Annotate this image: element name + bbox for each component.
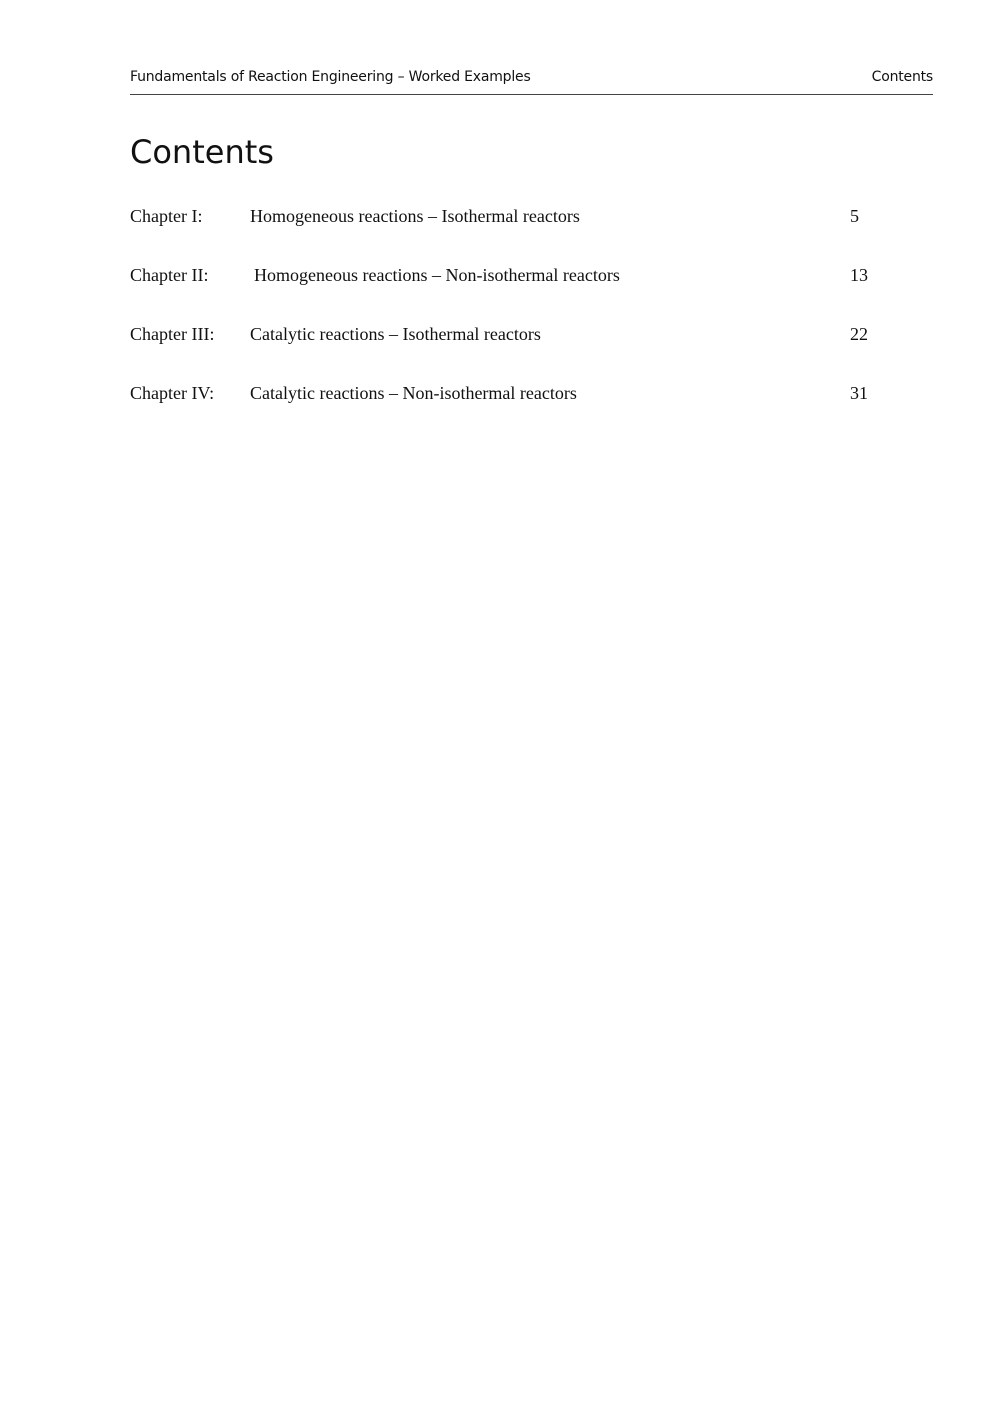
- page-title: Contents: [130, 133, 274, 171]
- chapter-title[interactable]: Homogeneous reactions – Non-isothermal reactors: [254, 265, 620, 285]
- chapter-title[interactable]: Homogeneous reactions – Isothermal reactors: [250, 206, 580, 226]
- page-number: 5: [850, 206, 859, 226]
- toc-entry-chapter-2[interactable]: [130, 263, 890, 287]
- chapter-label: Chapter IV:: [130, 383, 215, 403]
- running-header: [130, 68, 933, 95]
- toc-entry-chapter-3[interactable]: [130, 322, 890, 346]
- section-name: Contents: [871, 69, 933, 85]
- page-number: 22: [850, 324, 868, 344]
- chapter-label: Chapter I:: [130, 206, 203, 226]
- page-number: 13: [850, 265, 868, 285]
- chapter-title[interactable]: Catalytic reactions – Non-isothermal reactors: [250, 383, 577, 403]
- book-title: Fundamentals of Reaction Engineering – Worked Examples: [130, 69, 531, 85]
- chapter-title[interactable]: Catalytic reactions – Isothermal reactors: [250, 324, 541, 344]
- chapter-label: Chapter III:: [130, 324, 215, 344]
- toc-entry-chapter-4[interactable]: [130, 381, 890, 405]
- toc-entry-chapter-1[interactable]: [130, 204, 890, 228]
- chapter-label: Chapter II:: [130, 265, 209, 285]
- page-number: 31: [850, 383, 868, 403]
